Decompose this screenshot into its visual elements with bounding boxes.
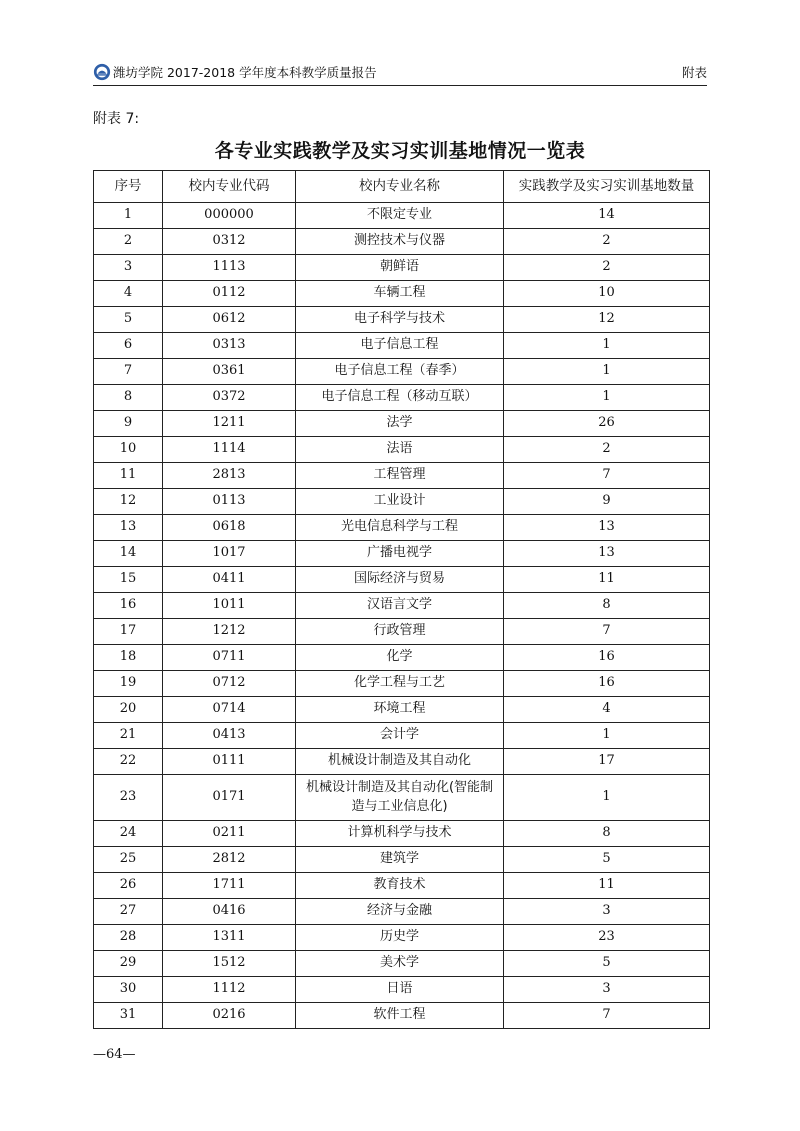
cell-no: 10 xyxy=(94,437,163,463)
table-row xyxy=(94,541,710,567)
cell-no: 26 xyxy=(94,873,163,899)
cell-count: 1 xyxy=(504,359,710,385)
cell-name: 电子信息工程（春季） xyxy=(296,359,504,385)
cell-name: 行政管理 xyxy=(296,619,504,645)
column-header-no: 序号 xyxy=(94,171,163,203)
cell-name: 不限定专业 xyxy=(296,203,504,229)
cell-code: 0111 xyxy=(163,749,296,775)
cell-count: 23 xyxy=(504,925,710,951)
cell-no: 30 xyxy=(94,977,163,1003)
cell-code: 0171 xyxy=(163,775,296,821)
cell-no: 1 xyxy=(94,203,163,229)
cell-no: 15 xyxy=(94,567,163,593)
cell-code: 0413 xyxy=(163,723,296,749)
cell-count: 3 xyxy=(504,899,710,925)
cell-no: 17 xyxy=(94,619,163,645)
cell-code: 1211 xyxy=(163,411,296,437)
cell-name: 建筑学 xyxy=(296,847,504,873)
cell-code: 1113 xyxy=(163,255,296,281)
table-row xyxy=(94,899,710,925)
table-row xyxy=(94,385,710,411)
cell-no: 9 xyxy=(94,411,163,437)
cell-name: 车辆工程 xyxy=(296,281,504,307)
table-row xyxy=(94,307,710,333)
cell-name: 日语 xyxy=(296,977,504,1003)
header-section: 附表 xyxy=(681,65,707,80)
cell-count: 2 xyxy=(504,255,710,281)
cell-count: 26 xyxy=(504,411,710,437)
table-row xyxy=(94,489,710,515)
cell-name: 美术学 xyxy=(296,951,504,977)
table-body xyxy=(94,203,710,1029)
cell-count: 3 xyxy=(504,977,710,1003)
cell-code: 1112 xyxy=(163,977,296,1003)
table-row xyxy=(94,925,710,951)
cell-name: 教育技术 xyxy=(296,873,504,899)
cell-name: 法学 xyxy=(296,411,504,437)
header-left xyxy=(93,63,377,81)
cell-no: 18 xyxy=(94,645,163,671)
cell-count: 2 xyxy=(504,437,710,463)
cell-code: 0712 xyxy=(163,671,296,697)
cell-name: 电子信息工程 xyxy=(296,333,504,359)
table-row xyxy=(94,567,710,593)
cell-code: 0216 xyxy=(163,1003,296,1029)
cell-name: 汉语言文学 xyxy=(296,593,504,619)
cell-count: 1 xyxy=(504,333,710,359)
cell-code: 1017 xyxy=(163,541,296,567)
cell-name: 化学工程与工艺 xyxy=(296,671,504,697)
cell-no: 3 xyxy=(94,255,163,281)
cell-no: 16 xyxy=(94,593,163,619)
cell-name: 软件工程 xyxy=(296,1003,504,1029)
cell-count: 10 xyxy=(504,281,710,307)
table-row xyxy=(94,671,710,697)
cell-no: 20 xyxy=(94,697,163,723)
table-row xyxy=(94,873,710,899)
table-row xyxy=(94,203,710,229)
cell-count: 5 xyxy=(504,847,710,873)
practice-base-table xyxy=(93,170,710,1029)
table-row xyxy=(94,1003,710,1029)
cell-count: 7 xyxy=(504,463,710,489)
cell-code: 0361 xyxy=(163,359,296,385)
table-row xyxy=(94,645,710,671)
cell-count: 7 xyxy=(504,1003,710,1029)
cell-no: 4 xyxy=(94,281,163,307)
page-header xyxy=(93,62,707,86)
cell-count: 11 xyxy=(504,873,710,899)
cell-name: 电子科学与技术 xyxy=(296,307,504,333)
table-row xyxy=(94,723,710,749)
table-row xyxy=(94,463,710,489)
cell-no: 19 xyxy=(94,671,163,697)
cell-code: 1311 xyxy=(163,925,296,951)
cell-name: 工业设计 xyxy=(296,489,504,515)
cell-code: 1512 xyxy=(163,951,296,977)
cell-count: 16 xyxy=(504,645,710,671)
cell-code: 1011 xyxy=(163,593,296,619)
cell-code: 0416 xyxy=(163,899,296,925)
cell-name: 历史学 xyxy=(296,925,504,951)
column-header-name: 校内专业名称 xyxy=(296,171,504,203)
cell-count: 1 xyxy=(504,775,710,821)
table-row xyxy=(94,847,710,873)
cell-count: 14 xyxy=(504,203,710,229)
cell-code: 0714 xyxy=(163,697,296,723)
cell-code: 000000 xyxy=(163,203,296,229)
column-header-code: 校内专业代码 xyxy=(163,171,296,203)
cell-no: 5 xyxy=(94,307,163,333)
cell-count: 1 xyxy=(504,385,710,411)
cell-code: 2812 xyxy=(163,847,296,873)
table-row xyxy=(94,333,710,359)
cell-no: 2 xyxy=(94,229,163,255)
table-row xyxy=(94,281,710,307)
cell-code: 0313 xyxy=(163,333,296,359)
table-row xyxy=(94,951,710,977)
table-row xyxy=(94,749,710,775)
header-title: 潍坊学院 2017-2018 学年度本科教学质量报告 xyxy=(113,65,377,80)
cell-count: 13 xyxy=(504,541,710,567)
cell-count: 9 xyxy=(504,489,710,515)
table-row xyxy=(94,359,710,385)
cell-count: 12 xyxy=(504,307,710,333)
cell-code: 0411 xyxy=(163,567,296,593)
cell-code: 1114 xyxy=(163,437,296,463)
cell-code: 0372 xyxy=(163,385,296,411)
table-row xyxy=(94,437,710,463)
cell-count: 16 xyxy=(504,671,710,697)
table-row xyxy=(94,619,710,645)
cell-code: 0312 xyxy=(163,229,296,255)
cell-name: 测控技术与仪器 xyxy=(296,229,504,255)
cell-no: 21 xyxy=(94,723,163,749)
cell-name: 法语 xyxy=(296,437,504,463)
cell-no: 23 xyxy=(94,775,163,821)
cell-no: 29 xyxy=(94,951,163,977)
cell-count: 8 xyxy=(504,593,710,619)
cell-no: 6 xyxy=(94,333,163,359)
cell-count: 5 xyxy=(504,951,710,977)
cell-code: 0113 xyxy=(163,489,296,515)
cell-no: 24 xyxy=(94,821,163,847)
cell-code: 0711 xyxy=(163,645,296,671)
cell-count: 7 xyxy=(504,619,710,645)
cell-name: 朝鲜语 xyxy=(296,255,504,281)
cell-code: 2813 xyxy=(163,463,296,489)
cell-no: 14 xyxy=(94,541,163,567)
cell-no: 25 xyxy=(94,847,163,873)
cell-count: 8 xyxy=(504,821,710,847)
cell-no: 31 xyxy=(94,1003,163,1029)
cell-no: 28 xyxy=(94,925,163,951)
table-row xyxy=(94,515,710,541)
column-header-count: 实践教学及实习实训基地数量 xyxy=(504,171,710,203)
table-header-row xyxy=(94,171,710,203)
cell-no: 27 xyxy=(94,899,163,925)
cell-no: 7 xyxy=(94,359,163,385)
cell-name: 会计学 xyxy=(296,723,504,749)
table-row xyxy=(94,411,710,437)
table-row xyxy=(94,255,710,281)
university-logo-icon xyxy=(93,63,111,81)
cell-no: 12 xyxy=(94,489,163,515)
table-row xyxy=(94,977,710,1003)
cell-code: 0211 xyxy=(163,821,296,847)
cell-count: 4 xyxy=(504,697,710,723)
cell-no: 13 xyxy=(94,515,163,541)
cell-count: 1 xyxy=(504,723,710,749)
cell-no: 22 xyxy=(94,749,163,775)
cell-count: 11 xyxy=(504,567,710,593)
cell-name: 光电信息科学与工程 xyxy=(296,515,504,541)
table-row xyxy=(94,593,710,619)
cell-name: 国际经济与贸易 xyxy=(296,567,504,593)
cell-code: 0112 xyxy=(163,281,296,307)
table-row xyxy=(94,821,710,847)
cell-name: 机械设计制造及其自动化 xyxy=(296,749,504,775)
cell-count: 17 xyxy=(504,749,710,775)
table-row xyxy=(94,775,710,821)
table-row xyxy=(94,697,710,723)
cell-code: 1212 xyxy=(163,619,296,645)
cell-code: 1711 xyxy=(163,873,296,899)
cell-count: 2 xyxy=(504,229,710,255)
page-number: —64— xyxy=(93,1047,136,1062)
table-row xyxy=(94,229,710,255)
cell-name: 经济与金融 xyxy=(296,899,504,925)
cell-name: 化学 xyxy=(296,645,504,671)
table-title: 各专业实践教学及实习实训基地情况一览表 xyxy=(214,140,586,162)
cell-name: 广播电视学 xyxy=(296,541,504,567)
cell-name: 电子信息工程（移动互联） xyxy=(296,385,504,411)
cell-no: 11 xyxy=(94,463,163,489)
cell-count: 13 xyxy=(504,515,710,541)
cell-name: 环境工程 xyxy=(296,697,504,723)
cell-code: 0618 xyxy=(163,515,296,541)
cell-no: 8 xyxy=(94,385,163,411)
cell-code: 0612 xyxy=(163,307,296,333)
cell-name: 工程管理 xyxy=(296,463,504,489)
cell-name: 机械设计制造及其自动化(智能制造与工业信息化) xyxy=(296,775,504,821)
cell-name: 计算机科学与技术 xyxy=(296,821,504,847)
appendix-label: 附表 7: xyxy=(93,111,140,127)
